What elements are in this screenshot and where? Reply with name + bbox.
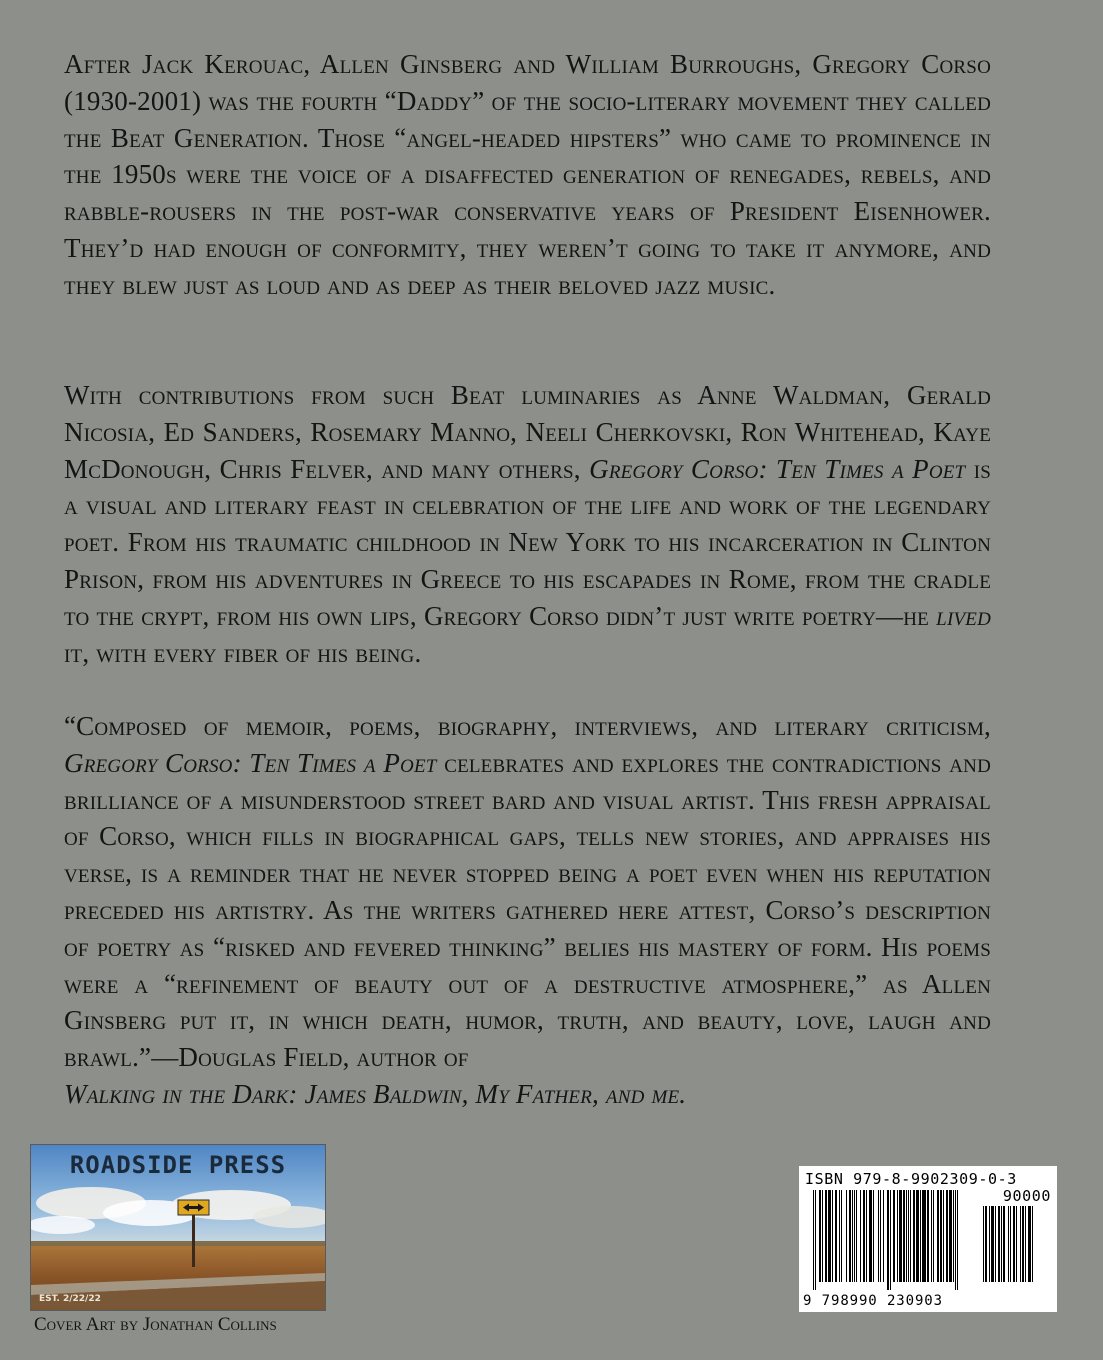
barcode-bar bbox=[940, 1190, 942, 1282]
logo-established-date: EST. 2/22/22 bbox=[39, 1294, 101, 1304]
barcode-bar bbox=[822, 1190, 823, 1282]
book-title-italic: Gregory Corso: Ten Times a Poet bbox=[589, 453, 966, 484]
contributors-text-part2: is a visual and literary feast in celebration of the life and work of the legendary poet. From his traumatic childhood in New York to his incarceration in Clinton Prison, from his adventures in Greece to his escapades in Rome, from the cradle to the crypt, from his own lips, Gregory Corso didn’t just write poetry—he bbox=[64, 453, 991, 631]
roadside-press-logo bbox=[30, 1144, 326, 1311]
barcode-bar bbox=[955, 1190, 956, 1290]
barcode-bar bbox=[887, 1190, 889, 1290]
barcode-bar bbox=[943, 1190, 944, 1282]
barcode-bar bbox=[883, 1190, 884, 1282]
barcode-bar bbox=[1032, 1206, 1033, 1282]
barcode-bar bbox=[985, 1206, 987, 1282]
barcode-bar bbox=[906, 1190, 907, 1282]
barcode-bar bbox=[953, 1190, 954, 1282]
barcode-bar bbox=[835, 1190, 837, 1282]
barcode-bar bbox=[849, 1190, 851, 1282]
barcode-bar bbox=[910, 1190, 911, 1282]
barcode-bar bbox=[916, 1190, 919, 1282]
cover-art-credit: Cover Art by Jonathan Collins bbox=[34, 1314, 277, 1335]
barcode-bar bbox=[819, 1190, 821, 1282]
barcode-bar bbox=[1013, 1206, 1015, 1282]
ean-digits: 9 798990 230903 bbox=[803, 1293, 943, 1309]
barcode-bar bbox=[825, 1190, 827, 1282]
barcode-bar bbox=[813, 1190, 814, 1290]
barcode-bar bbox=[1010, 1206, 1011, 1282]
barcode-bar bbox=[832, 1190, 833, 1282]
barcode-bar bbox=[983, 1206, 984, 1282]
price-code: 90000 bbox=[1002, 1187, 1051, 1205]
barcode-bar bbox=[957, 1190, 958, 1290]
lived-italic: lived bbox=[936, 600, 991, 631]
blurb-paragraph bbox=[64, 708, 991, 1113]
barcode-bar bbox=[937, 1190, 939, 1282]
barcode-bar bbox=[949, 1190, 952, 1282]
contributors-text bbox=[64, 377, 991, 671]
blurb-text-part2: celebrates and explores the contradictions and brilliance of a misunderstood street bard and visual artist. This fresh appraisal of Corso, which fills in biographical gaps, tells new stories, and appraises his verse, is a reminder that he never stopped being a poet even when his reputation preceded his artistry. As the writers gathered here attest, Corso’s description of poetry as “risked and fevered thinking” belies his mastery of form. His poems were a “refinement of beauty out of a destructive atmosphere,” as Allen Ginsberg put it, in which death, humor, truth, and beauty, love, laugh and brawl.”—Douglas Field, author of bbox=[64, 747, 991, 1073]
barcode-bar bbox=[903, 1190, 905, 1282]
barcode-bar bbox=[1022, 1206, 1024, 1282]
barcode-bar bbox=[922, 1190, 926, 1282]
cited-work-title: Walking in the Dark: James Baldwin, My Father, and me. bbox=[64, 1078, 687, 1109]
barcode-bar bbox=[890, 1190, 891, 1290]
barcode-bar bbox=[863, 1190, 865, 1282]
blurb-text bbox=[64, 708, 991, 1113]
intro-text: After Jack Kerouac, Allen Ginsberg and William Burroughs, Gregory Corso (1930-2001) was the fourth “Daddy” of the socio-literary movement they called the Beat Generation. Those “angel-headed hipsters” who came to prominence in the 1950s were the voice of a disaffected generation of renegades, rebels, and rabble-rousers in the post-war conservative years of President Eisenhower. They’d had enough of conformity, they weren’t going to take it anymore, and they blew just as loud and as deep as their beloved jazz music. bbox=[64, 49, 991, 300]
barcode-bar bbox=[1003, 1206, 1005, 1282]
isbn-number: ISBN 979-8-9902309-0-3 bbox=[805, 1170, 1017, 1188]
logo-publisher-name: ROADSIDE PRESS bbox=[69, 1151, 287, 1179]
barcode-bar bbox=[1028, 1206, 1031, 1282]
barcode-bars-icon bbox=[813, 1190, 973, 1290]
barcode-bar bbox=[866, 1190, 867, 1282]
barcode-bar bbox=[998, 1206, 1000, 1282]
barcode-bar bbox=[841, 1190, 842, 1282]
barcode-bar bbox=[839, 1190, 840, 1282]
barcode-bar bbox=[931, 1190, 932, 1282]
barcode-bar bbox=[878, 1190, 879, 1282]
barcode-addon-bars-icon bbox=[983, 1206, 1045, 1290]
barcode-bar bbox=[899, 1190, 902, 1282]
barcode-bar bbox=[852, 1190, 853, 1282]
barcode-bar bbox=[933, 1190, 934, 1282]
blurb-text-part1: “Composed of memoir, poems, biography, interviews, and literary criticism, bbox=[64, 711, 991, 741]
barcode-bar bbox=[893, 1190, 895, 1282]
barcode-bar bbox=[1016, 1206, 1017, 1282]
book-title-italic: Gregory Corso: Ten Times a Poet bbox=[64, 747, 437, 778]
barcode-bar bbox=[946, 1190, 948, 1282]
barcode-bar bbox=[995, 1206, 996, 1282]
isbn-barcode bbox=[799, 1166, 1057, 1312]
barcode-bar bbox=[913, 1190, 915, 1282]
barcode-bar bbox=[828, 1190, 831, 1282]
barcode-bar bbox=[815, 1190, 816, 1290]
barcode-bar bbox=[869, 1190, 872, 1282]
barcode-bar bbox=[920, 1190, 921, 1282]
barcode-bar bbox=[908, 1190, 909, 1282]
barcode-bar bbox=[1001, 1206, 1002, 1282]
barcode-bar bbox=[846, 1190, 847, 1282]
contributors-text-part1: With contributions from such Beat luminaries as Anne Waldman, Gerald Nicosia, Ed Sanders, Rosemary Manno, Neeli Cherkovski, Ron Whitehead, Kaye McDonough, Chris Felver, and many others, bbox=[64, 380, 991, 484]
barcode-bar bbox=[880, 1190, 881, 1282]
barcode-bar bbox=[897, 1190, 898, 1282]
barcode-bar bbox=[873, 1190, 874, 1282]
barcode-bar bbox=[1025, 1206, 1026, 1282]
barcode-bar bbox=[989, 1206, 990, 1282]
barcode-bar bbox=[1008, 1206, 1009, 1282]
intro-paragraph bbox=[64, 46, 991, 304]
contributors-text-part3: it, with every fiber of his being. bbox=[64, 637, 422, 668]
barcode-bar bbox=[927, 1190, 929, 1282]
contributors-paragraph bbox=[64, 377, 991, 671]
barcode-bar bbox=[860, 1190, 861, 1282]
barcode-bar bbox=[991, 1206, 994, 1282]
barcode-bar bbox=[1020, 1206, 1021, 1282]
barcode-bar bbox=[854, 1190, 855, 1282]
barcode-bar bbox=[856, 1190, 857, 1282]
